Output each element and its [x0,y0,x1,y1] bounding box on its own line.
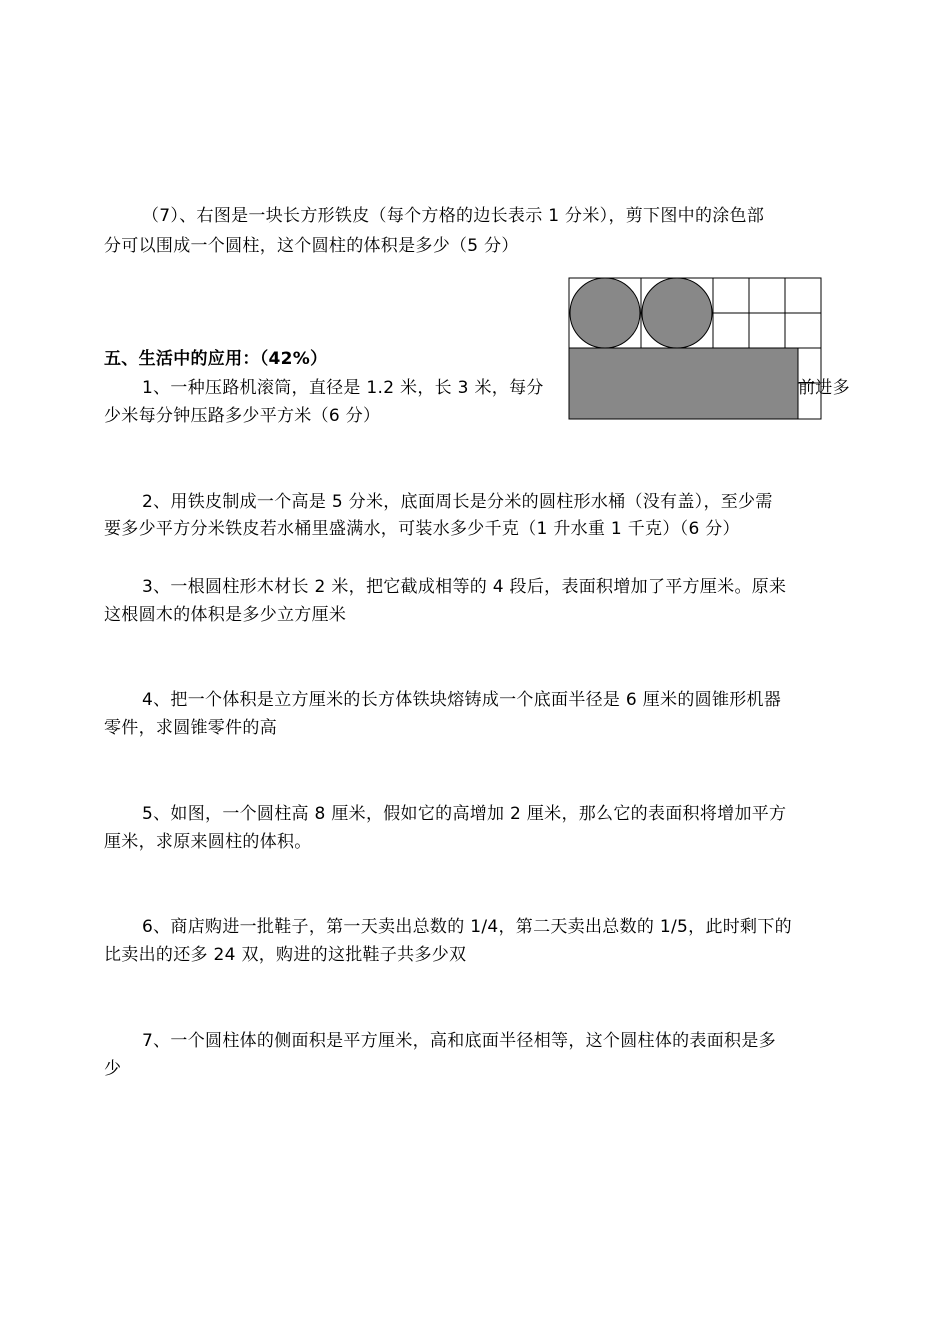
problem-3-line-1: 3、一根圆柱形木材长 2 米，把它截成相等的 4 段后，表面积增加了平方厘米。原来 [142,577,787,597]
problem-1-line-1: 1、一种压路机滚筒，直径是 1.2 米，长 3 米，每分 [142,378,544,398]
problem-6-line-2: 比卖出的还多 24 双，购进的这批鞋子共多少双 [104,945,467,965]
problem-4-line-2: 零件，求圆锥零件的高 [104,718,277,738]
shaded-rectangle [569,348,798,419]
q7-line-2: 分可以围成一个圆柱，这个圆柱的体积是多少（5 分） [104,236,519,256]
section-heading: 五、生活中的应用：（42%） [104,349,328,369]
shaded-circle-1 [570,278,640,348]
problem-7-line-2: 少 [104,1059,122,1079]
problem-4-line-1: 4、把一个体积是立方厘米的长方体铁块熔铸成一个底面半径是 6 厘米的圆锥形机器 [142,690,782,710]
problem-5-line-2: 厘米，求原来圆柱的体积。 [104,832,312,852]
problem-2-line-2: 要多少平方分米铁皮若水桶里盛满水，可装水多少千克（1 升水重 1 千克）（6 分） [104,519,740,539]
sheet-metal-figure [568,277,823,422]
problem-7-line-1: 7、一个圆柱体的侧面积是平方厘米，高和底面半径相等，这个圆柱体的表面积是多 [142,1031,776,1051]
problem-1-line-1-tail: 前进多 [798,378,850,398]
q7-line-1: （7）、右图是一块长方形铁皮（每个方格的边长表示 1 分米），剪下图中的涂色部 [142,206,765,226]
problem-3-line-2: 这根圆木的体积是多少立方厘米 [104,605,347,625]
problem-2-line-1: 2、用铁皮制成一个高是 5 分米，底面周长是分米的圆柱形水桶（没有盖），至少需 [142,492,773,512]
problem-6-line-1: 6、商店购进一批鞋子，第一天卖出总数的 1/4，第二天卖出总数的 1/5，此时剩下的 [142,917,792,937]
shaded-circle-2 [642,278,712,348]
problem-5-line-1: 5、如图，一个圆柱高 8 厘米，假如它的高增加 2 厘米，那么它的表面积将增加平方 [142,804,787,824]
problem-1-line-2: 少米每分钟压路多少平方米（6 分） [104,406,381,426]
